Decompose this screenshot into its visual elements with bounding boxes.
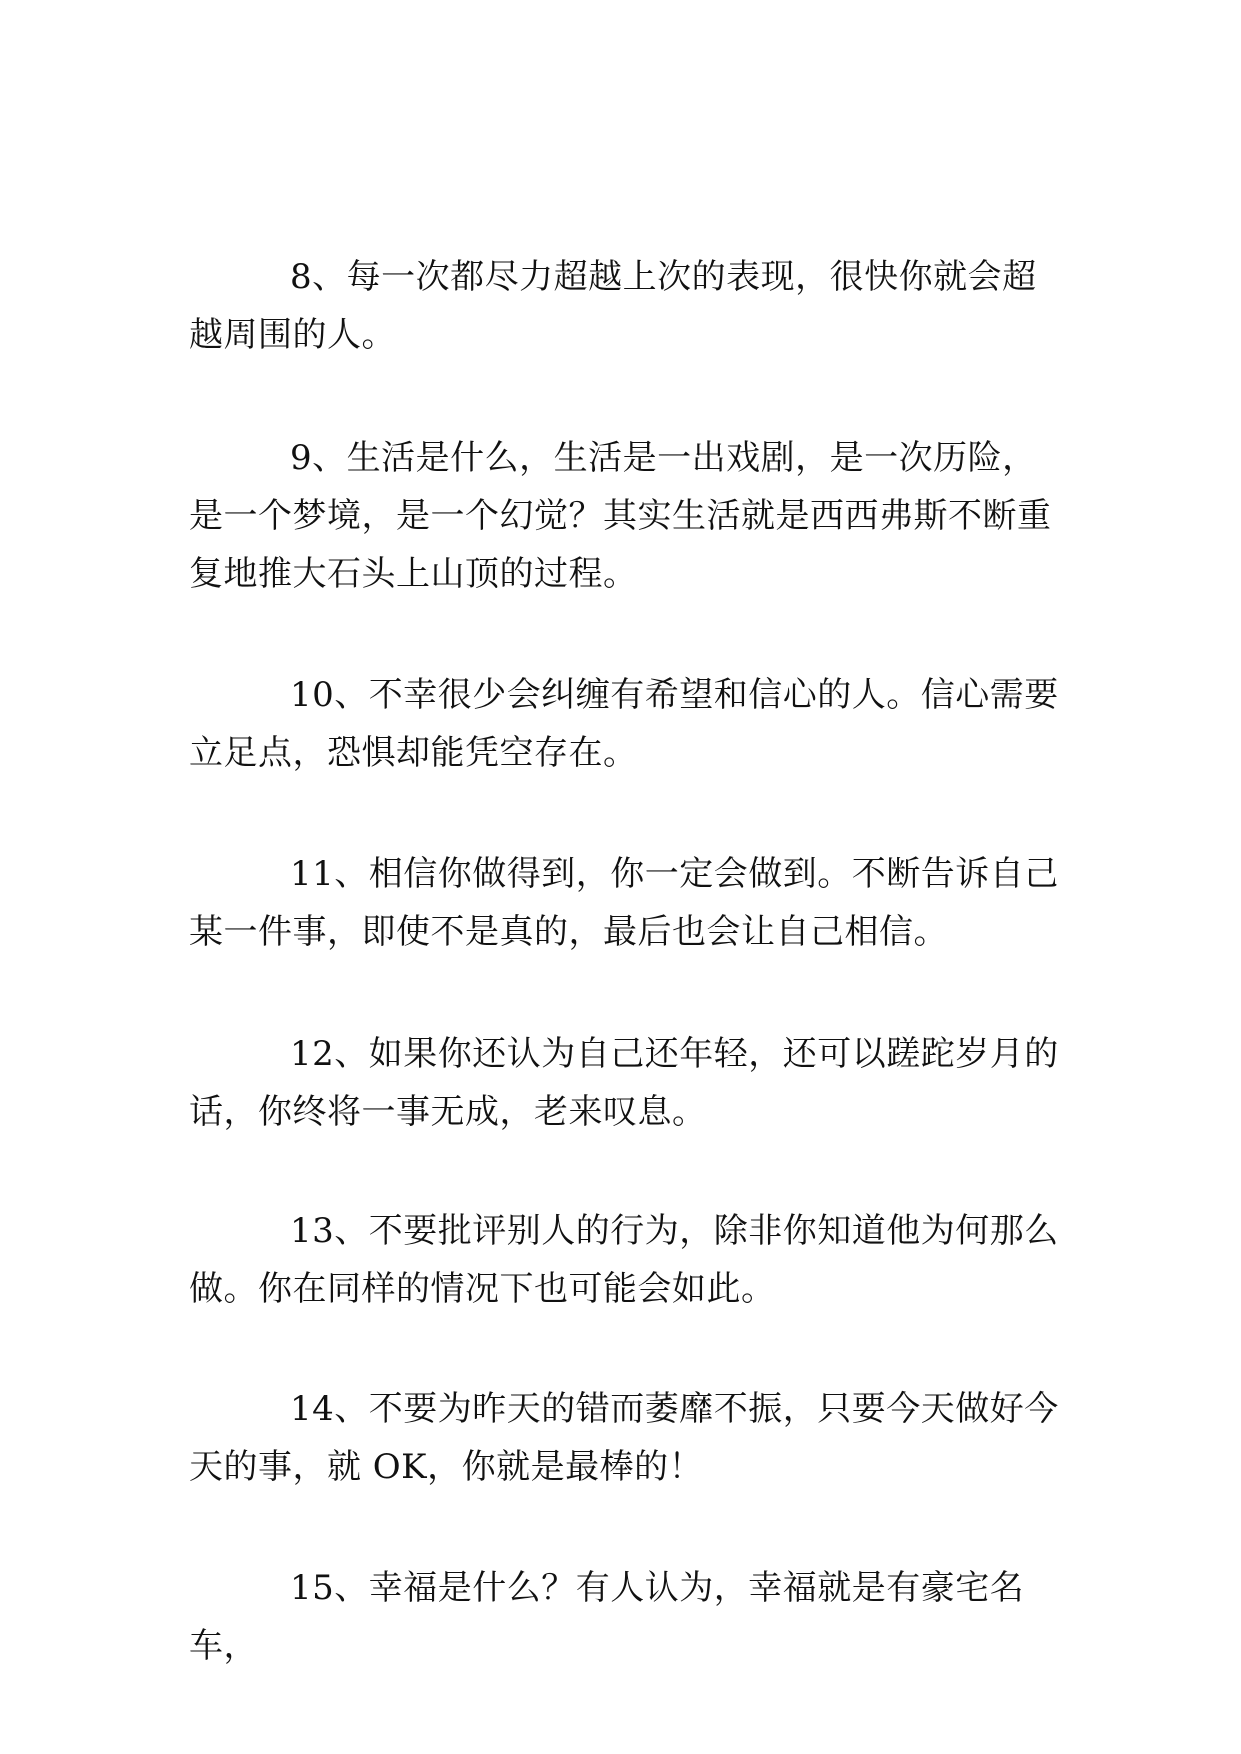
- paragraph-8: 8、每一次都尽力超越上次的表现，很快你就会超越周围的人。: [189, 257, 1037, 355]
- paragraph-15: 15、幸福是什么？有人认为，幸福就是有豪宅名车，: [189, 1568, 1025, 1666]
- paragraph-14: 14、不要为昨天的错而萎靡不振，只要今天做好今天的事，就 OK，你就是最棒的！: [189, 1389, 1059, 1487]
- paragraph-9: 9、生活是什么，生活是一出戏剧，是一次历险，是一个梦境，是一个幻觉？其实生活就是西西弗斯不断重复地推大石头上山顶的过程。: [189, 438, 1052, 594]
- paragraph-11: 11、相信你做得到，你一定会做到。不断告诉自己某一件事，即使不是真的，最后也会让自己相信。: [189, 854, 1059, 952]
- paragraph-12: 12、如果你还认为自己还年轻，还可以蹉跎岁月的话，你终将一事无成，老来叹息。: [189, 1034, 1059, 1132]
- paragraph-10: 10、不幸很少会纠缠有希望和信心的人。信心需要立足点，恐惧却能凭空存在。: [189, 675, 1059, 773]
- paragraph-13: 13、不要批评别人的行为，除非你知道他为何那么做。你在同样的情况下也可能会如此。: [189, 1211, 1059, 1309]
